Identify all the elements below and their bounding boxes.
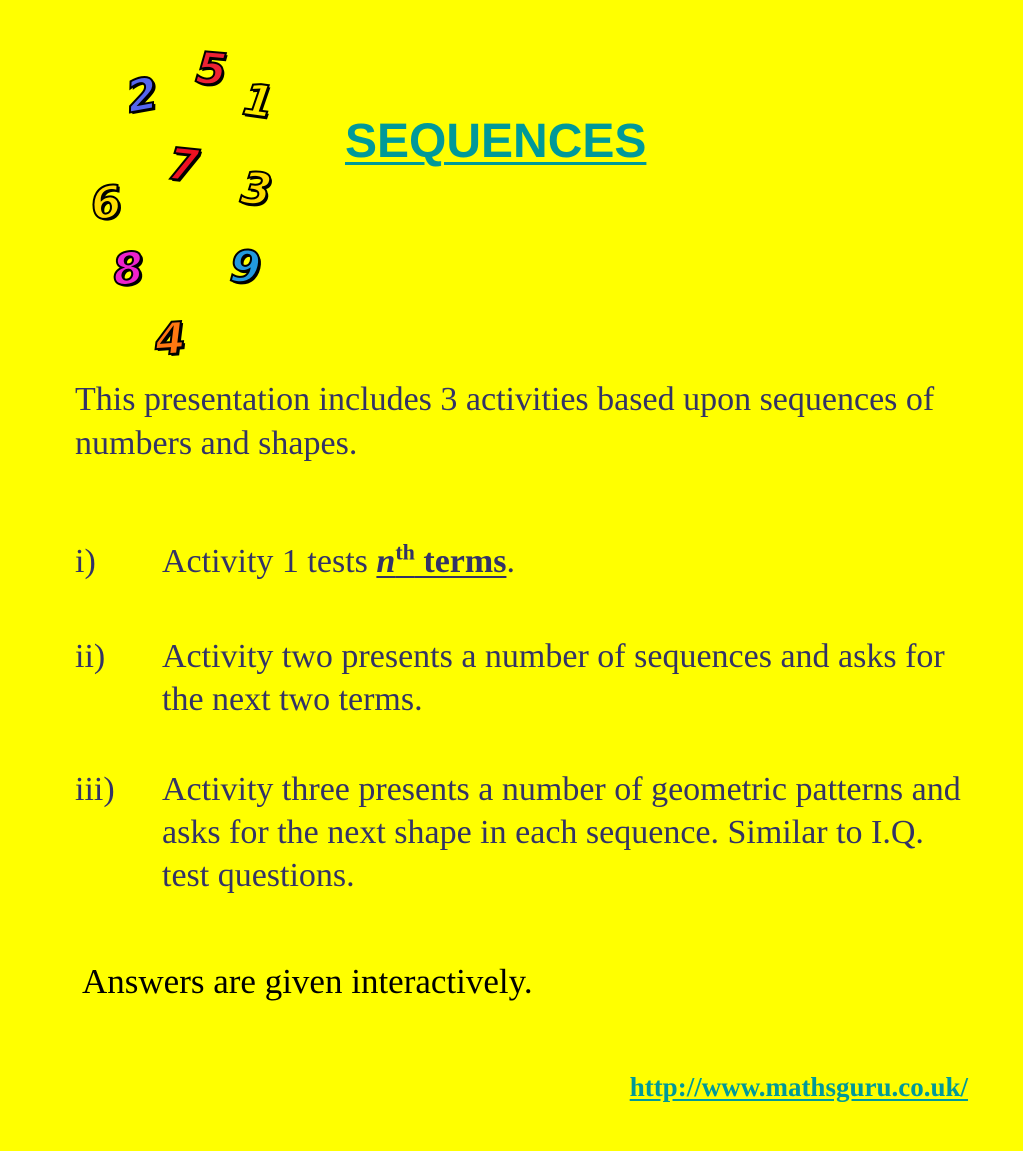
digit-4-icon: 4 [153,312,188,367]
nth-terms-link[interactable]: $n^{th}$ terms [376,539,507,580]
digit-3-icon: 3 [238,162,275,217]
answers-note: Answers are given interactively. [82,962,533,1001]
digit-9-icon: 9 [228,240,263,295]
digit-8-icon: 8 [110,242,147,297]
digit-2-icon: 2 [122,67,162,124]
list-marker: iii) [75,771,115,808]
intro-text: This presentation includes 3 activities based upon sequences of numbers and shapes. [75,381,935,462]
list-item-text: Activity 1 tests $n^{th}$ terms. [162,539,515,580]
list-marker: ii) [75,638,106,675]
page-title: SEQUENCES [345,115,647,168]
digit-1-icon: 1 [239,74,278,129]
digit-7-icon: 7 [165,138,202,193]
website-link[interactable]: http://www.mathsguru.co.uk/ [629,1072,968,1102]
digit-5-icon: 5 [193,42,229,97]
list-item-text: Activity three presents a number of geometric patterns and asks for the next shape in each sequence. Similar to I.Q. test questions. [162,771,961,894]
digit-6-icon: 6 [87,176,125,231]
list-marker: i) [75,543,96,580]
list-item-text: Activity two presents a number of sequences and asks for the next two terms. [162,638,945,718]
